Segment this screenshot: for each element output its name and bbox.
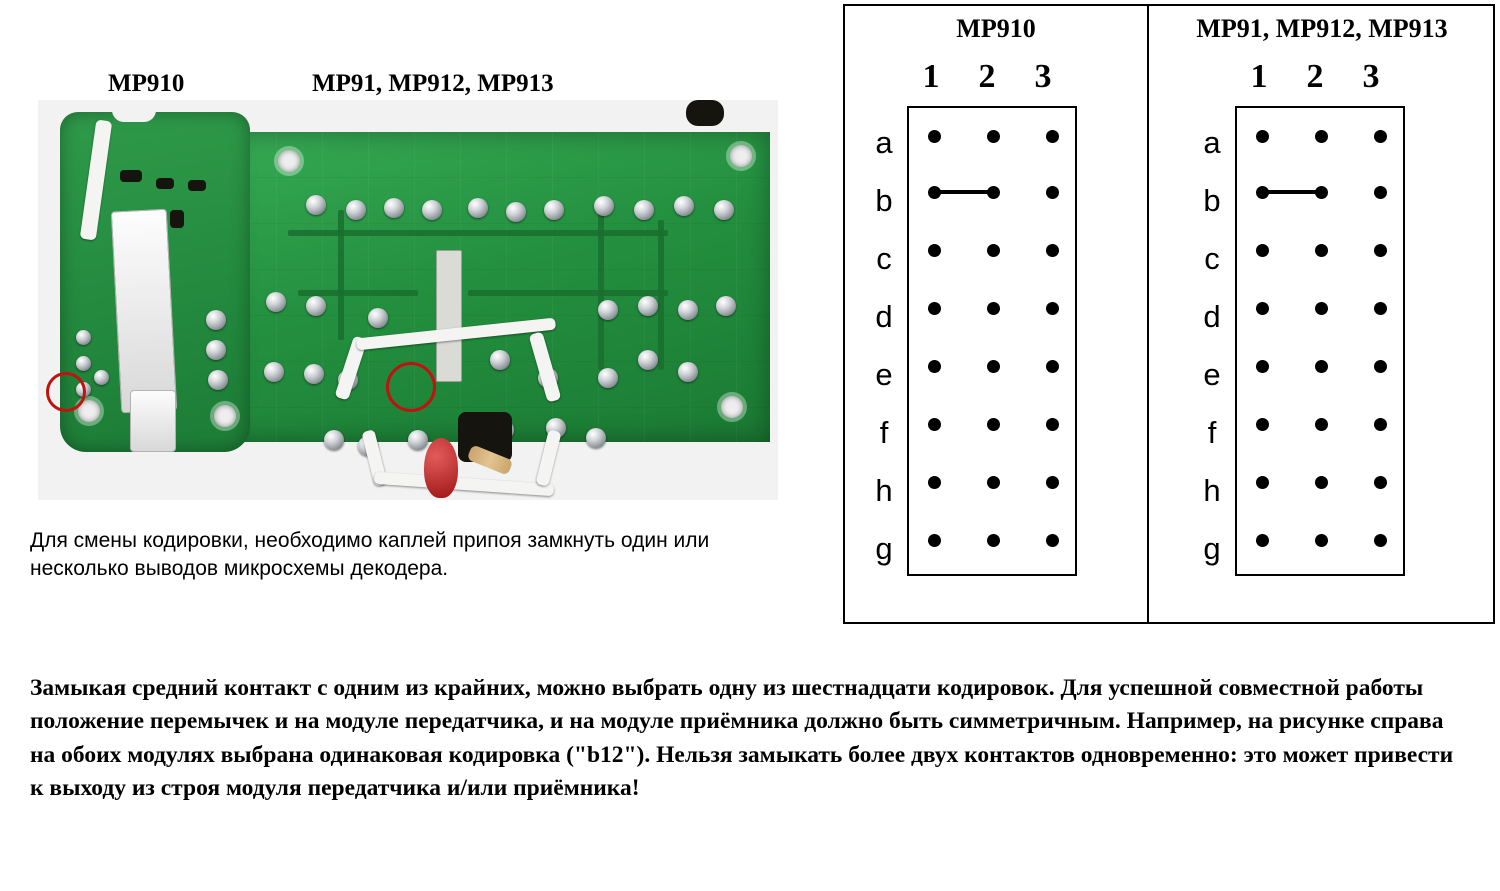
smd-component: [188, 180, 206, 191]
contact-b3[interactable]: [1374, 186, 1387, 199]
contact-b2[interactable]: [987, 186, 1000, 199]
contact-f2[interactable]: [1315, 418, 1328, 431]
column-header-1: 1: [1250, 58, 1268, 95]
contact-f2[interactable]: [987, 418, 1000, 431]
pcb-trace: [598, 210, 604, 370]
contact-b3[interactable]: [1046, 186, 1059, 199]
contact-h2[interactable]: [1315, 476, 1328, 489]
solder-pad: [422, 200, 442, 220]
solder-pad: [368, 308, 388, 328]
solder-pad: [266, 292, 286, 312]
diagram-half-mp91x: [1149, 6, 1495, 622]
solder-pad: [716, 296, 736, 316]
contact-g3[interactable]: [1046, 534, 1059, 547]
contact-e2[interactable]: [987, 360, 1000, 373]
solder-pad: [490, 350, 510, 370]
row-label-e: e: [875, 357, 893, 392]
solder-pad: [674, 196, 694, 216]
row-label-b: b: [1203, 183, 1221, 218]
contact-h2[interactable]: [987, 476, 1000, 489]
column-header-2: 2: [978, 58, 996, 95]
solder-pad: [306, 296, 326, 316]
row-label-d: d: [1203, 299, 1221, 334]
contact-a3[interactable]: [1046, 130, 1059, 143]
contact-f1[interactable]: [928, 418, 941, 431]
annotation-circle-right: [386, 362, 436, 412]
row-label-h: h: [875, 473, 893, 508]
solder-pad: [506, 202, 526, 222]
contact-a1[interactable]: [928, 130, 941, 143]
column-header-3: 3: [1362, 58, 1380, 95]
solder-pad: [598, 368, 618, 388]
diagram-half-mp910: [845, 6, 1147, 622]
contact-f3[interactable]: [1046, 418, 1059, 431]
smd-component: [156, 178, 174, 189]
contact-h3[interactable]: [1374, 476, 1387, 489]
jumper-grid-left[interactable]: [907, 106, 1077, 576]
pcb-photograph: [38, 100, 778, 500]
pcb-photo-area: [0, 0, 830, 640]
solder-pad: [206, 310, 226, 330]
solder-pad: [384, 198, 404, 218]
solder-pad: [206, 340, 226, 360]
contact-d1[interactable]: [1256, 302, 1269, 315]
jumper-grid-right[interactable]: [1235, 106, 1405, 576]
mount-hole: [721, 396, 743, 418]
pcb-trace: [658, 220, 664, 370]
contact-g3[interactable]: [1374, 534, 1387, 547]
board-mp91x: [230, 132, 770, 442]
contact-e1[interactable]: [1256, 360, 1269, 373]
contact-a3[interactable]: [1374, 130, 1387, 143]
solder-pad: [468, 198, 488, 218]
battery-holder: [111, 209, 177, 414]
contact-a2[interactable]: [1315, 130, 1328, 143]
contact-a2[interactable]: [987, 130, 1000, 143]
solder-pad: [76, 330, 91, 345]
contact-b1[interactable]: [1256, 186, 1269, 199]
row-label-f: f: [1207, 415, 1217, 450]
mount-hole: [730, 145, 752, 167]
contact-h3[interactable]: [1046, 476, 1059, 489]
contact-h1[interactable]: [1256, 476, 1269, 489]
annotation-circle-left: [46, 372, 86, 412]
contact-e3[interactable]: [1374, 360, 1387, 373]
row-label-e: e: [1203, 357, 1221, 392]
contact-d3[interactable]: [1374, 302, 1387, 315]
solder-pad: [638, 350, 658, 370]
solder-pad: [94, 370, 109, 385]
mount-hole: [278, 150, 300, 172]
contact-f3[interactable]: [1374, 418, 1387, 431]
solder-pad: [678, 300, 698, 320]
contact-c3[interactable]: [1046, 244, 1059, 257]
battery-clip: [130, 390, 176, 452]
row-label-a: a: [875, 125, 893, 160]
row-label-c: c: [1204, 241, 1220, 276]
solder-pad: [544, 200, 564, 220]
row-label-g: g: [875, 531, 893, 566]
pcb-trace: [288, 230, 668, 236]
contact-g2[interactable]: [1315, 534, 1328, 547]
solder-pad: [324, 430, 344, 450]
solder-pad: [304, 364, 324, 384]
pcb-trace: [338, 210, 344, 340]
contact-h1[interactable]: [928, 476, 941, 489]
row-label-c: c: [876, 241, 892, 276]
solder-pad: [594, 196, 614, 216]
mount-hole: [214, 405, 236, 427]
jumper-bridge-b12[interactable]: [934, 190, 993, 194]
column-header-2: 2: [1306, 58, 1324, 95]
jumper-bridge-b12[interactable]: [1262, 190, 1321, 194]
photo-label-mp910: MP910: [108, 70, 185, 97]
solder-pad: [598, 300, 618, 320]
smd-component: [120, 170, 142, 182]
row-label-a: a: [1203, 125, 1221, 160]
solder-pad: [264, 362, 284, 382]
contact-b1[interactable]: [928, 186, 941, 199]
decoder-ic-pads: [436, 250, 462, 382]
smd-component: [170, 210, 184, 228]
led-component: [424, 438, 458, 498]
solder-pad: [586, 428, 606, 448]
solder-pad: [714, 200, 734, 220]
column-header-3: 3: [1034, 58, 1052, 95]
solder-pad: [634, 200, 654, 220]
jumper-diagram-panel: [843, 4, 1495, 624]
contact-d1[interactable]: [928, 302, 941, 315]
solder-pad: [408, 430, 428, 450]
contact-g1[interactable]: [928, 534, 941, 547]
contact-f1[interactable]: [1256, 418, 1269, 431]
row-label-g: g: [1203, 531, 1221, 566]
diagram-title-left: MP910: [956, 14, 1036, 43]
solder-pad: [76, 356, 91, 371]
contact-c2[interactable]: [987, 244, 1000, 257]
contact-c1[interactable]: [1256, 244, 1269, 257]
bottom-note: Замыкая средний контакт с одним из крайних, можно выбрать одну из шестнадцати кодировок. Для успешной совместной работы положение перемычек и на модуле передатчика, и на модуле приёмника должно быть симметричным. Например, на рисунке справа на обоих модулях выбрана одинаковая кодировка ("b12"). Нельзя замыкать более двух контактов одновременно: это может привести к выходу из строя модуля передатчика и/или приёмника!: [30, 675, 1454, 802]
pcb-trace: [468, 290, 668, 296]
contact-d2[interactable]: [1315, 302, 1328, 315]
solder-pad: [208, 370, 228, 390]
row-label-f: f: [879, 415, 889, 450]
contact-c1[interactable]: [928, 244, 941, 257]
solder-pad: [638, 296, 658, 316]
column-header-1: 1: [922, 58, 940, 95]
contact-g2[interactable]: [987, 534, 1000, 547]
contact-c2[interactable]: [1315, 244, 1328, 257]
contact-c3[interactable]: [1374, 244, 1387, 257]
contact-e2[interactable]: [1315, 360, 1328, 373]
photo-label-mp91x: MP91, MP912, MP913: [312, 70, 554, 97]
diagram-title-right: MP91, MP912, MP913: [1196, 14, 1448, 43]
row-label-b: b: [875, 183, 893, 218]
contact-g1[interactable]: [1256, 534, 1269, 547]
contact-e1[interactable]: [928, 360, 941, 373]
black-component: [686, 100, 724, 126]
solder-pad: [678, 362, 698, 382]
contact-e3[interactable]: [1046, 360, 1059, 373]
photo-caption: Для смены кодировки, необходимо каплей припоя замкнуть один или несколько выводов микросхемы декодера.: [30, 529, 710, 581]
solder-pad: [306, 195, 326, 215]
contact-d2[interactable]: [987, 302, 1000, 315]
contact-d3[interactable]: [1046, 302, 1059, 315]
solder-pad: [346, 200, 366, 220]
contact-a1[interactable]: [1256, 130, 1269, 143]
contact-b2[interactable]: [1315, 186, 1328, 199]
row-label-h: h: [1203, 473, 1221, 508]
row-label-d: d: [875, 299, 893, 334]
